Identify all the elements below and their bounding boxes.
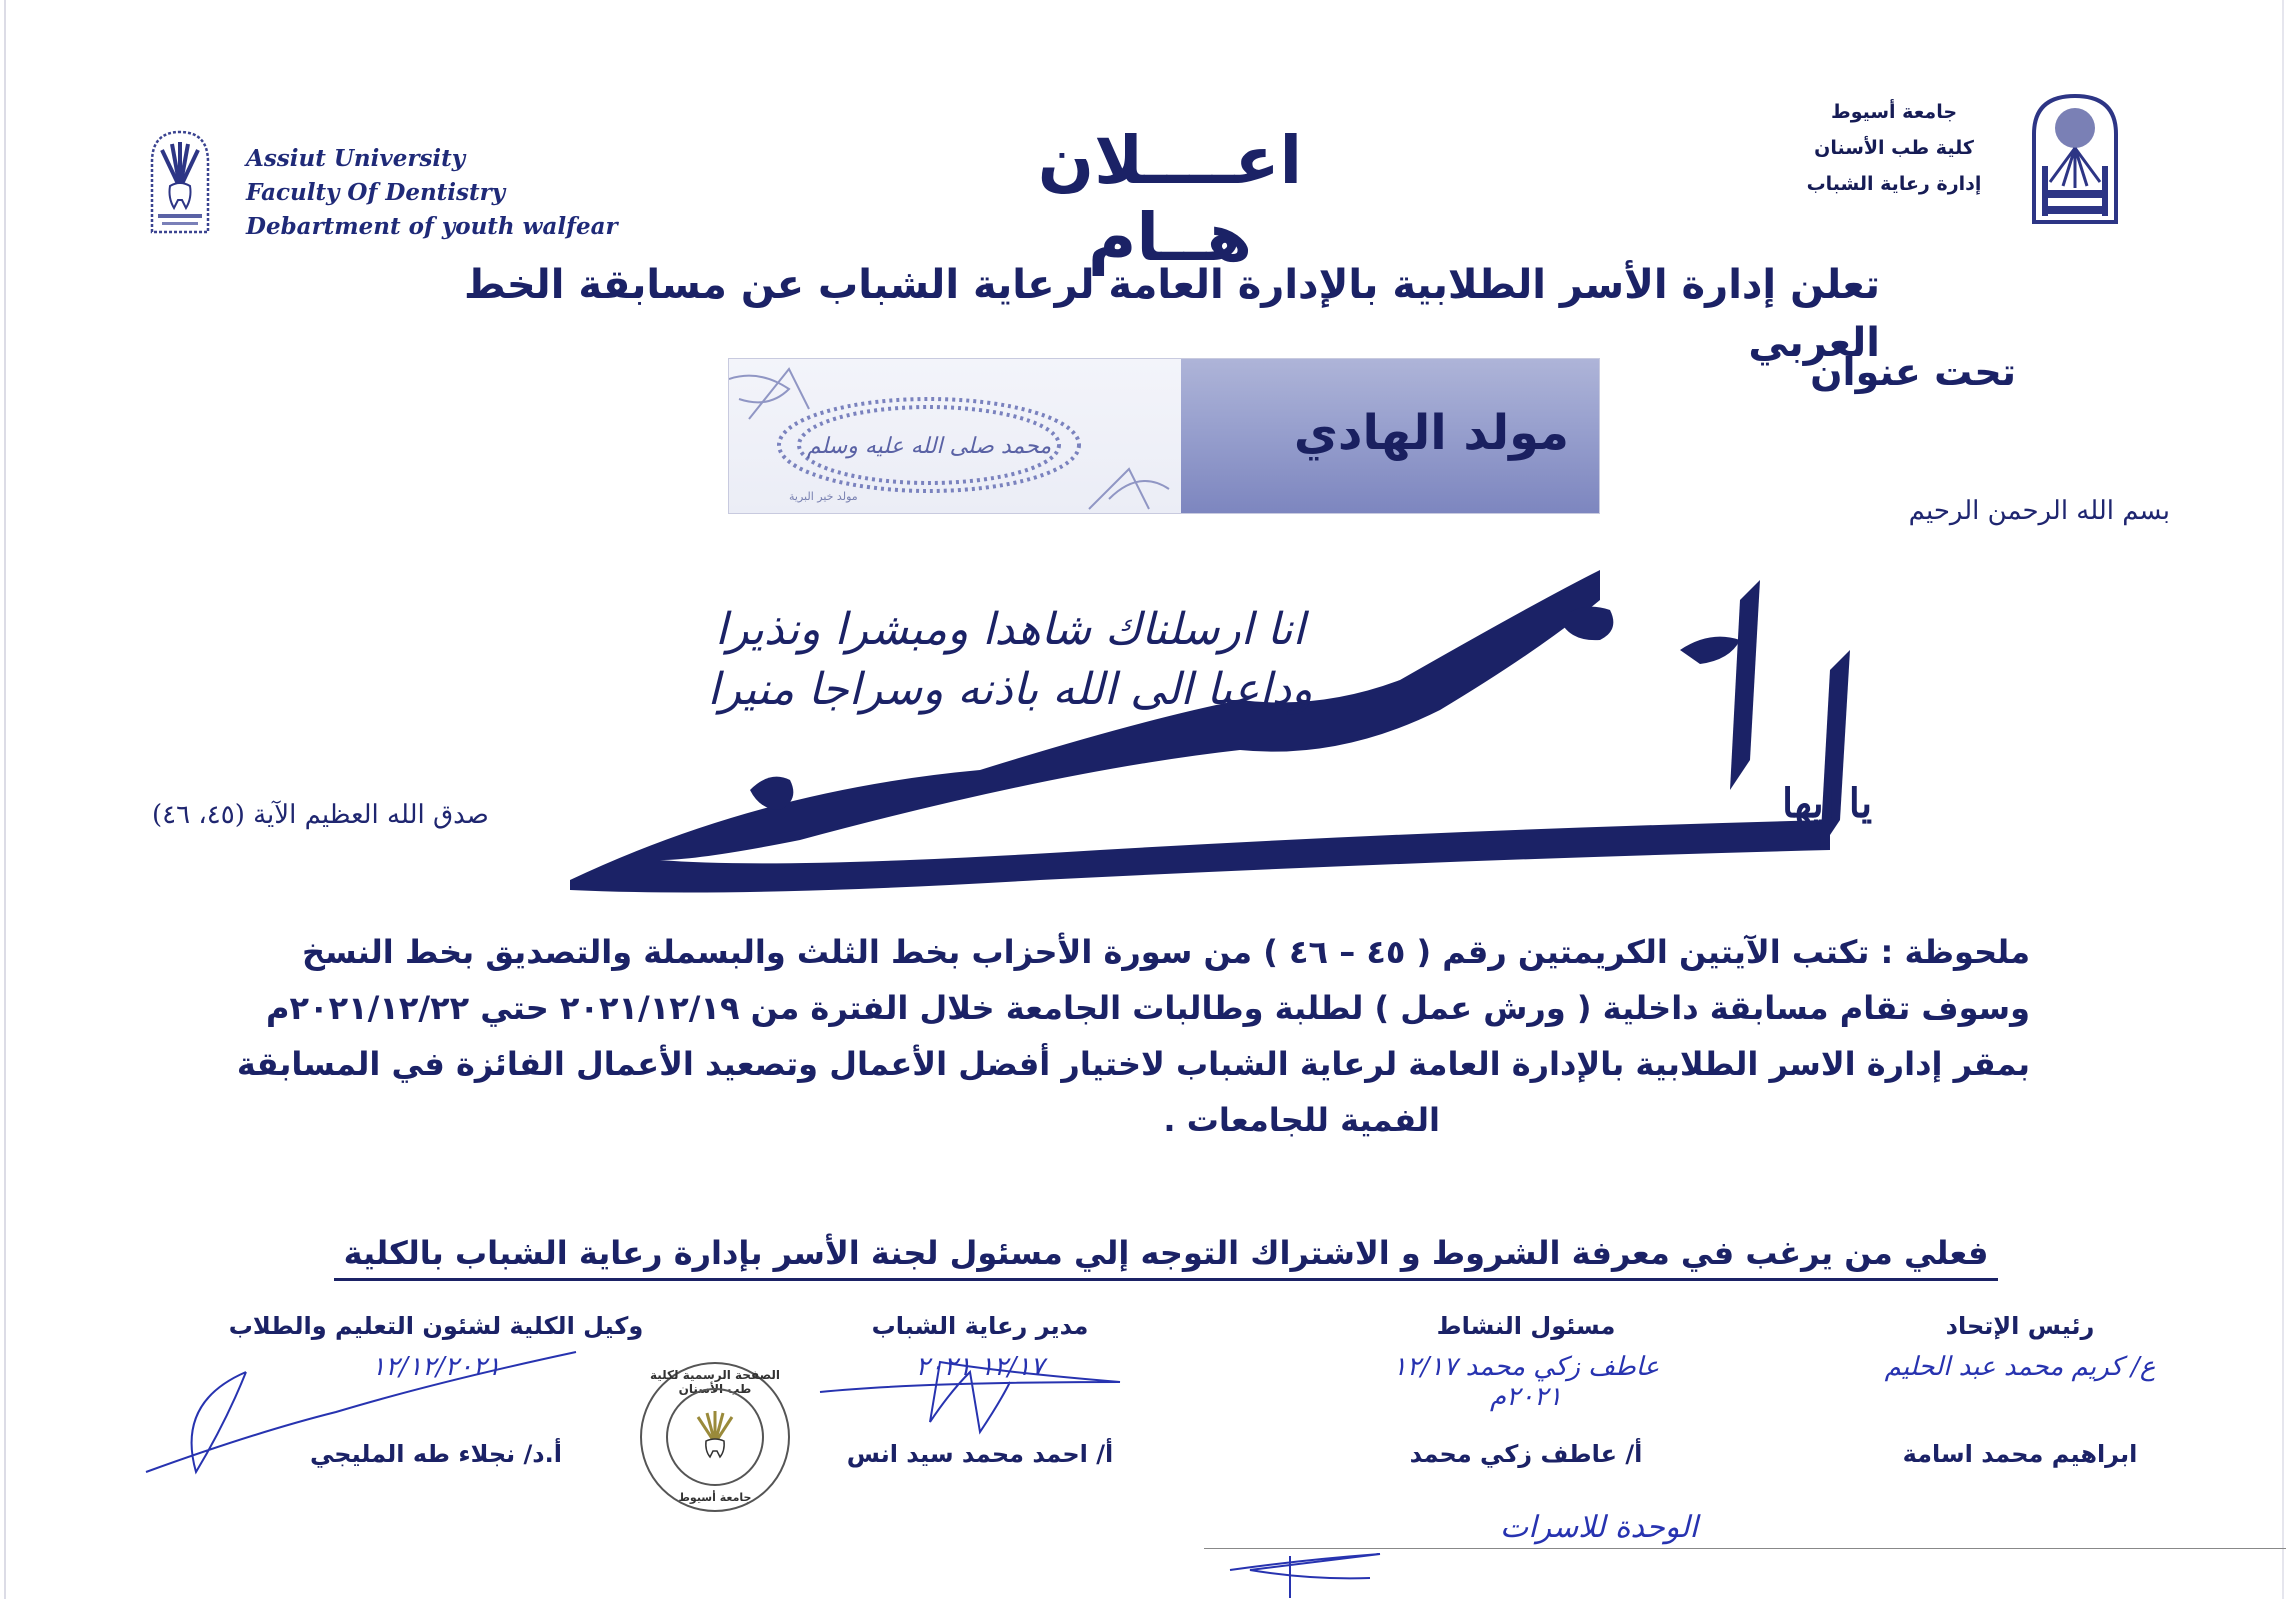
verse-text [540, 600, 1480, 720]
signature-activity-officer [1356, 1312, 1696, 1482]
bottom-scribble-icon [1220, 1540, 1400, 1598]
signature-union-president [1870, 1312, 2170, 1482]
signature-name: أ.د/ نجلاء طه المليجي [310, 1440, 562, 1468]
bismillah: بسم الله الرحمن الرحيم [1908, 496, 2170, 526]
announcement-body [170, 924, 2030, 1148]
announcement-title: اعــــلان هــام [1037, 122, 1303, 276]
assiut-university-logo [2028, 90, 2122, 226]
stamp-bottom-text: جامعة أسيوط [678, 1491, 752, 1504]
department-name-ar: إدارة رعاية الشباب [1806, 173, 1982, 195]
final-line: الفمية للجامعات . [1163, 1101, 1440, 1139]
note-line: ملحوظة : تكتب الآيتين الكريمتين رقم ( ٤٥ – ٤٦ ) من سورة الأحزاب بخط الثلث والبسملة والتصديق بخط النسخ [302, 933, 2030, 971]
under-title-label: تحت عنوان [1810, 350, 2016, 394]
verse-line-2: وداعيا الى الله باذنه وسراجا منيرا [707, 664, 1313, 715]
signature-name: أ/ عاطف زكي محمد [1409, 1440, 1643, 1468]
signature-name: ابراهيم محمد اسامة [1902, 1440, 2138, 1468]
vocative-text: يا ايها [1782, 780, 1873, 827]
signature-role: وكيل الكلية لشئون التعليم والطلاب [228, 1312, 644, 1340]
announcement-subtitle: تعلن إدارة الأسر الطلابية بالإدارة العامة لرعاية الشباب عن مسابقة الخط العربي [464, 262, 1880, 366]
university-name-ar: جامعة أسيوط [1830, 101, 1958, 123]
handwritten-signature: عاطف زكي محمد ١٢/١٧ ٢٠٢١م [1392, 1352, 1660, 1412]
page-edge-right [2282, 0, 2284, 1599]
signature-youth-welfare-director [800, 1312, 1160, 1482]
signature-name: أ/ احمد محمد سيد انس [846, 1440, 1114, 1468]
faculty-name-ar: كلية طب الأسنان [1814, 137, 1974, 159]
contact-instruction: فعلي من يرغب في معرفة الشروط و الاشتراك التوجه إلي مسئول لجنة الأسر بإدارة رعاية الشباب بالكلية [334, 1234, 1998, 1281]
signature-role: مدير رعاية الشباب [871, 1312, 1089, 1340]
handwritten-note: الوحدة للاسرات [1500, 1510, 1698, 1545]
faculty-of-dentistry-logo [148, 128, 212, 236]
banner-title: مولد الهادي [1293, 405, 1569, 461]
stamp-top-text: الصفحة الرسمية لكلية طب الأسنان [649, 1368, 781, 1396]
arabic-header [1794, 94, 1994, 202]
signature-vice-dean [196, 1312, 676, 1482]
handwritten-signature: ع/ كريم محمد عبد الحليم [1884, 1352, 2156, 1382]
competition-dates-line: وسوف تقام مسابقة داخلية ( ورش عمل ) لطلبة وطالبات الجامعة خلال الفترة من ٢٠٢١/١٢/١٩ حتي ٢٠٢١/١٢/٢٢م [266, 989, 2030, 1027]
department-name-en: Debartment of youth walfear [246, 213, 618, 240]
page-edge-left [4, 0, 6, 1599]
banner-caption: مولد خير البرية [789, 490, 858, 503]
venue-line: بمقر إدارة الاسر الطلابية بالإدارة العامة لرعاية الشباب لاختيار أفضل الأعمال وتصعيد الأعمال الفائزة في المسابقة [236, 1045, 2030, 1083]
handwritten-signature: ١٢/١٢/٢٠٢١ [371, 1352, 501, 1382]
stamp-logo [666, 1388, 764, 1486]
banner-left-text: محمد صلى الله عليه وسلم [806, 434, 1052, 459]
official-stamp [640, 1362, 790, 1512]
banner-decoration [729, 359, 1181, 513]
handwritten-signature: ١٢/١٧ ٢٠٢١ [915, 1352, 1045, 1382]
closing-verse-reference: صدق الله العظيم الآية (٤٥، ٤٦) [152, 800, 489, 830]
signature-role: رئيس الإتحاد [1945, 1312, 2095, 1340]
topic-banner [728, 358, 1600, 514]
signature-role: مسئول النشاط [1436, 1312, 1616, 1340]
english-header [246, 142, 618, 244]
university-name-en: Assiut University [246, 145, 466, 172]
banner-title-panel [1181, 359, 1599, 513]
faculty-logo-icon [690, 1407, 740, 1467]
faculty-name-en: Faculty Of Dentistry [246, 179, 506, 206]
verse-line-1: انا ارسلناك شاهدا ومبشرا ونذيرا [715, 604, 1305, 655]
